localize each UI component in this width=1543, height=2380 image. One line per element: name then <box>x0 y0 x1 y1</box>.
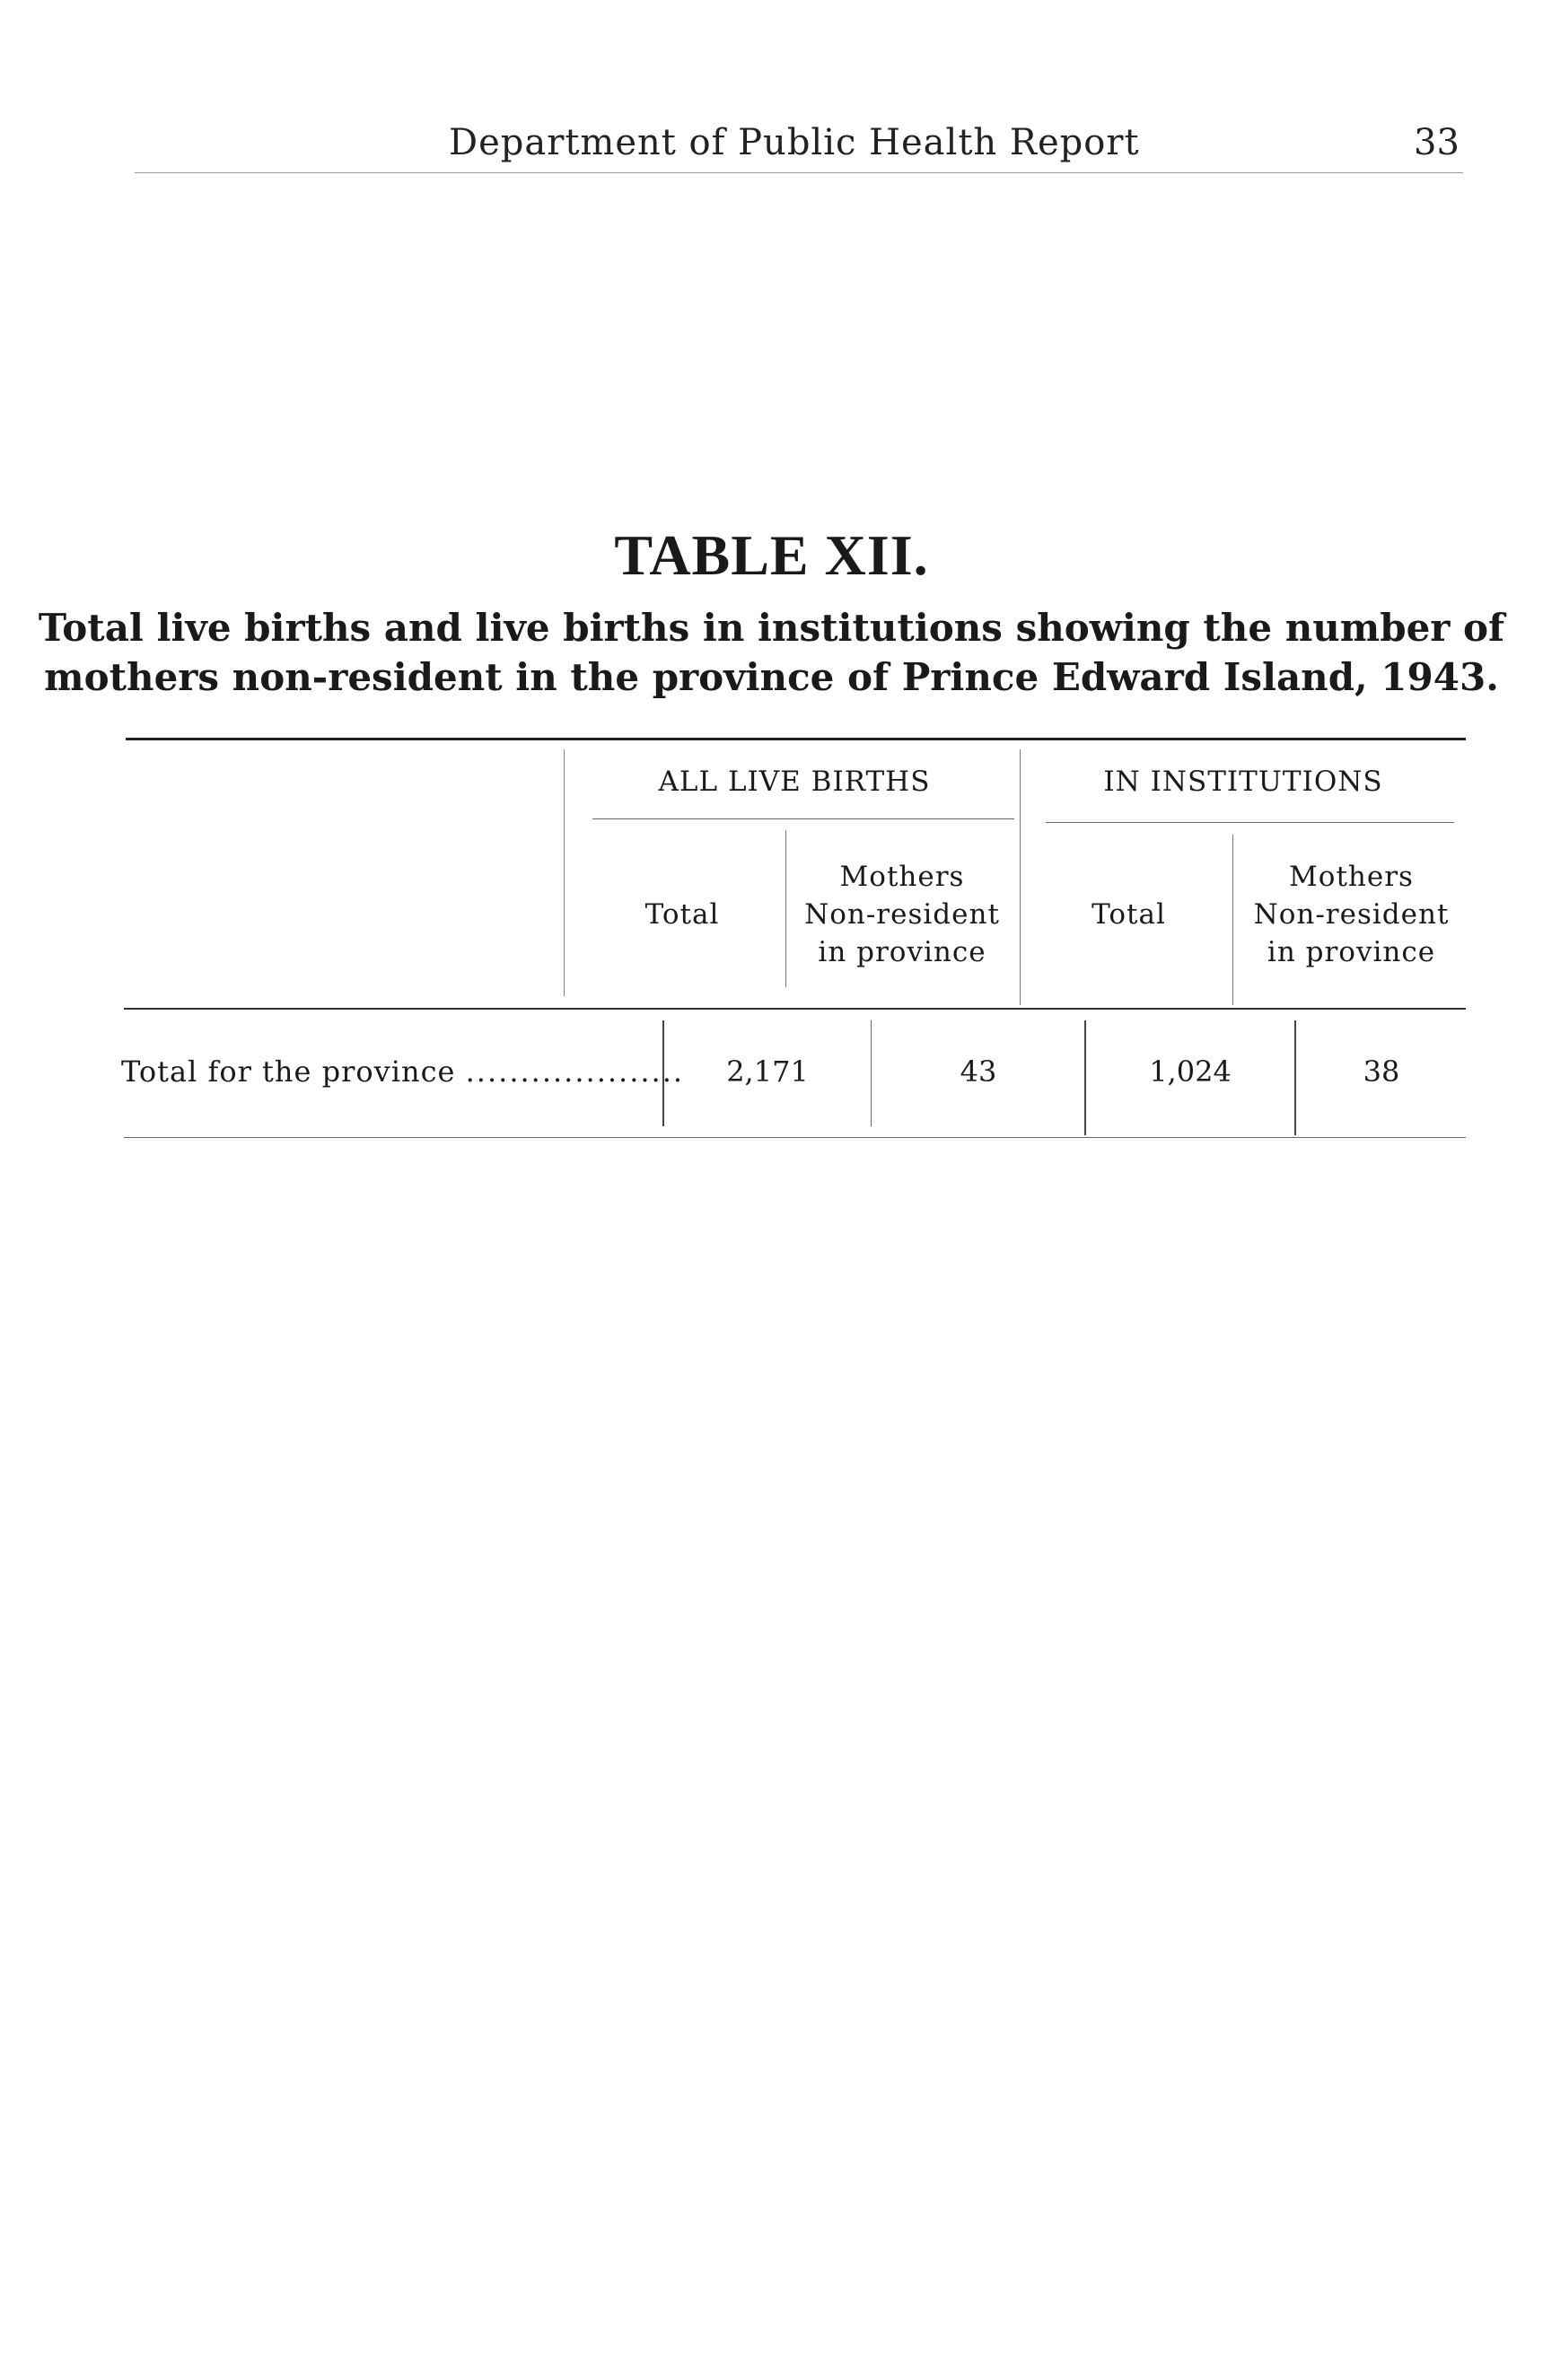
table-caption-line-1: Total live births and live births in institutions showing the number of <box>38 606 1505 650</box>
header-rule <box>135 172 1463 173</box>
table-bottom-rule <box>124 1137 1466 1138</box>
column-header-line: Mothers <box>1289 861 1414 893</box>
row-label-text: Total for the province <box>121 1054 456 1089</box>
row-label-leader: .................... <box>465 1054 685 1089</box>
table-cell-total-all: 2,171 <box>726 1054 809 1089</box>
group-underline-2 <box>1046 822 1454 823</box>
table-top-rule <box>126 738 1466 740</box>
column-header-line: Total <box>644 898 720 931</box>
table-cell-total-institutions: 1,024 <box>1149 1054 1232 1089</box>
table-cell-mothers-all: 43 <box>960 1054 997 1089</box>
page-number: 33 <box>1414 122 1460 163</box>
column-header-line: Mothers <box>839 861 965 893</box>
group-header-in-institutions: IN INSTITUTIONS <box>1103 766 1383 798</box>
column-header-mothers-institutions <box>1237 858 1466 971</box>
column-header-mothers-all <box>790 858 1014 971</box>
column-header-line: Non-resident <box>1253 898 1450 931</box>
column-header-line <box>1023 933 1234 971</box>
column-header-line <box>574 933 790 971</box>
header-divider-stub <box>564 749 565 996</box>
table-caption-line-2: mothers non-resident in the province of Prince Edward Island, 1943. <box>44 655 1499 699</box>
column-header-total-institutions <box>1023 858 1234 971</box>
running-header: Department of Public Health Report <box>449 122 1140 163</box>
group-header-all-live-births: ALL LIVE BIRTHS <box>658 766 931 798</box>
column-header-line <box>1023 858 1234 896</box>
column-header-line: in province <box>1267 936 1436 968</box>
body-divider-2 <box>871 1020 872 1126</box>
group-underline-1 <box>592 818 1014 819</box>
header-bottom-rule <box>124 1008 1466 1010</box>
column-header-line: in province <box>818 936 986 968</box>
header-divider-groups <box>1020 749 1021 1005</box>
column-header-line <box>574 858 790 896</box>
column-header-line: Non-resident <box>804 898 1000 931</box>
table-cell-mothers-institutions: 38 <box>1363 1054 1400 1089</box>
row-label <box>121 1054 684 1089</box>
column-header-total-all <box>574 858 790 971</box>
table-title: TABLE XII. <box>614 523 929 587</box>
column-header-line: Total <box>1091 898 1166 931</box>
